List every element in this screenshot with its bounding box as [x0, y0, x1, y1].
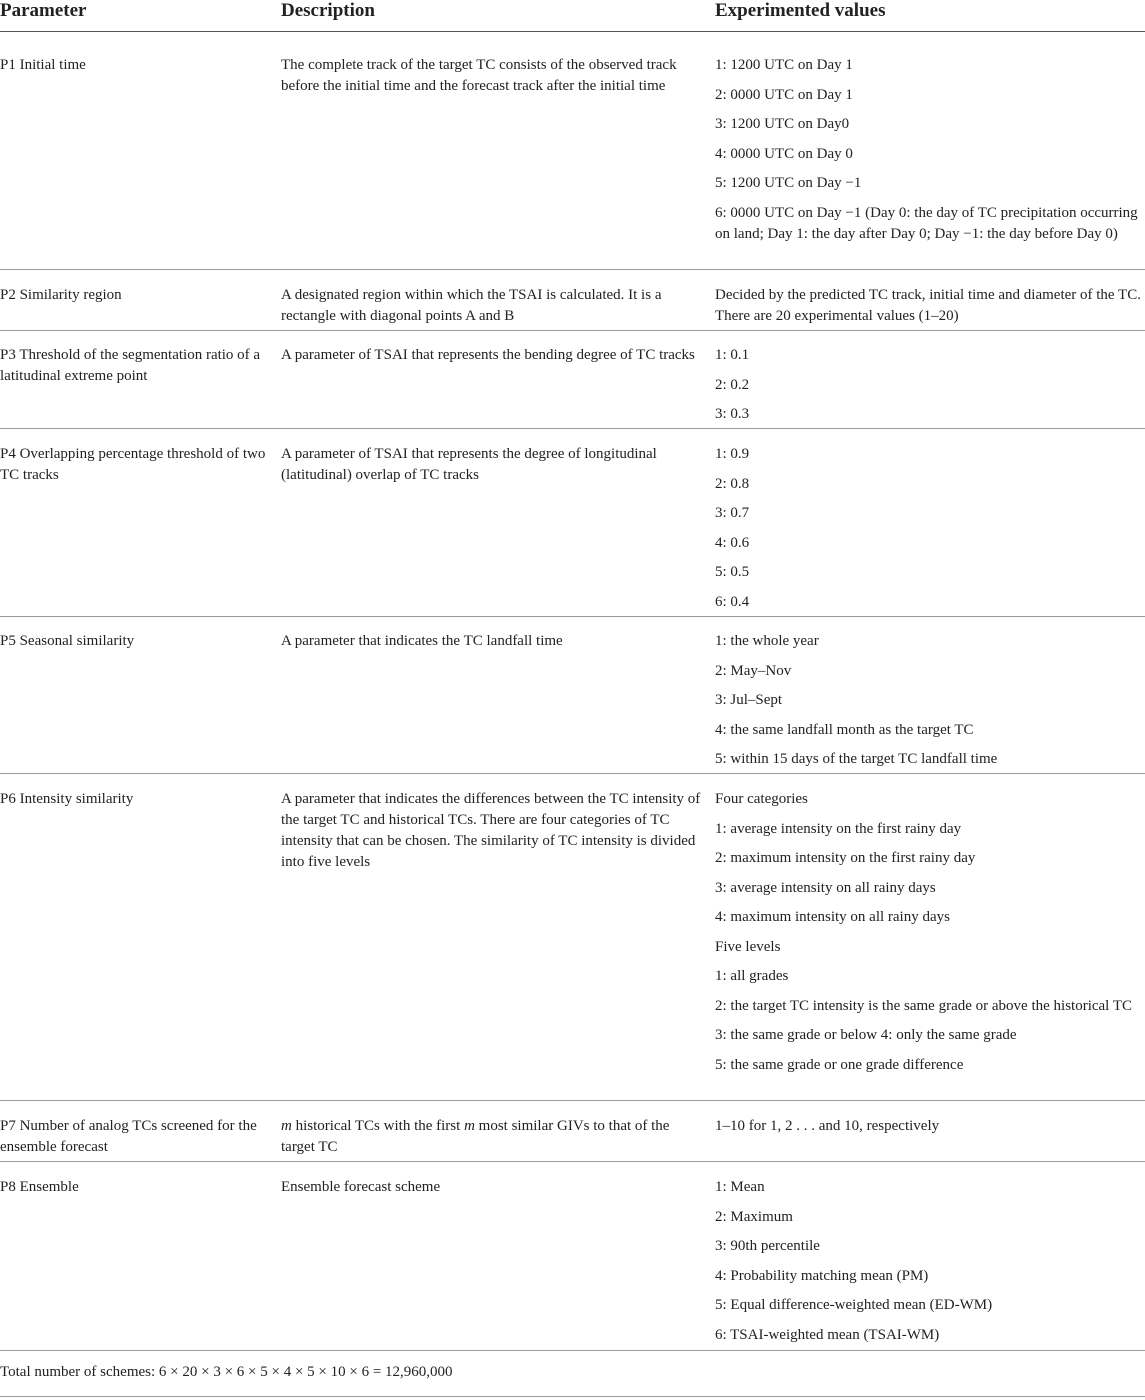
description-cell: A parameter of TSAI that represents the bending degree of TC tracks: [281, 347, 695, 363]
description-text: historical TCs with the first: [291, 1118, 465, 1134]
row-divider: [0, 773, 1145, 774]
table-footer: Total number of schemes: 6 × 20 × 3 × 6 × 5 × 4 × 5 × 10 × 6 = 12,960,000: [0, 1364, 453, 1380]
values-cell: [715, 1177, 1145, 1346]
value-item: 3: the same grade or below 4: only the same grade: [715, 1027, 1017, 1043]
value-item: Four categories: [715, 791, 808, 807]
value-item: 5: 0.5: [715, 564, 750, 580]
row-divider: [0, 428, 1145, 429]
value-item: 5: Equal difference-weighted mean (ED-WM): [715, 1297, 993, 1313]
param-cell: P4 Overlapping percentage threshold of two TC tracks: [0, 446, 266, 483]
values-cell: [715, 444, 1145, 613]
footer-divider: [0, 1396, 1145, 1397]
value-item: 1: the whole year: [715, 633, 819, 649]
header-description: Description: [281, 0, 375, 21]
value-item: 4: maximum intensity on all rainy days: [715, 909, 950, 925]
value-item: 6: TSAI-weighted mean (TSAI-WM): [715, 1326, 940, 1343]
values-cell: [715, 631, 1145, 770]
description-cell: A parameter of TSAI that represents the degree of longitudinal (latitudinal) overlap of TC tracks: [281, 446, 657, 483]
param-cell: P3 Threshold of the segmentation ratio of a latitudinal extreme point: [0, 347, 261, 384]
value-item: 3: 1200 UTC on Day0: [715, 116, 850, 132]
m-symbol: m: [281, 1118, 292, 1134]
value-item: 2: 0.8: [715, 475, 750, 492]
value-item: 1: 1200 UTC on Day 1: [715, 57, 853, 73]
param-cell: P2 Similarity region: [0, 287, 122, 303]
value-item: 1: 0.1: [715, 347, 750, 363]
value-item: 5: the same grade or one grade difference: [715, 1056, 964, 1073]
value-item: 1: average intensity on the first rainy day: [715, 820, 962, 837]
header-divider: [0, 31, 1145, 32]
value-item: 3: average intensity on all rainy days: [715, 879, 936, 896]
description-cell: A parameter that indicates the differences between the TC intensity of the target TC and historical TCs. There are four categories of TC intensity that can be chosen. The similarity of TC intensity is divided into five levels: [281, 791, 701, 870]
value-item: 6: 0.4: [715, 593, 750, 610]
description-cell: [281, 1116, 701, 1158]
value-item: 2: May–Nov: [715, 662, 792, 679]
row-divider: [0, 616, 1145, 617]
param-cell: P6 Intensity similarity: [0, 791, 134, 807]
param-cell: P8 Ensemble: [0, 1179, 79, 1195]
value-item: 3: 90th percentile: [715, 1238, 820, 1254]
description-cell: A designated region within which the TSAI is calculated. It is a rectangle with diagonal points A and B: [281, 287, 662, 324]
values-cell: [715, 285, 1145, 327]
param-cell: P1 Initial time: [0, 57, 86, 73]
header-parameter: Parameter: [0, 0, 87, 21]
value-item: 2: maximum intensity on the first rainy day: [715, 850, 976, 866]
row-divider: [0, 1161, 1145, 1162]
header-values: Experimented values: [715, 0, 886, 21]
param-cell: P7 Number of analog TCs screened for the ensemble forecast: [0, 1118, 257, 1155]
value-item: 6: 0000 UTC on Day −1 (Day 0: the day of TC precipitation occurring on land; Day 1: the day after Day 0; Day −1: the day before Day 0): [715, 204, 1138, 242]
values-cell: [715, 1116, 1145, 1137]
value-item: 1: 0.9: [715, 446, 750, 462]
value-item: 2: 0.2: [715, 376, 750, 393]
value-item: 2: Maximum: [715, 1208, 793, 1225]
description-cell: The complete track of the target TC consists of the observed track before the initial time and the forecast track after the initial time: [281, 57, 677, 94]
value-item: 4: 0000 UTC on Day 0: [715, 145, 853, 162]
m-symbol: m: [464, 1118, 475, 1134]
row-divider: [0, 1100, 1145, 1101]
value-item: 1: Mean: [715, 1179, 765, 1195]
description-cell: Ensemble forecast scheme: [281, 1179, 441, 1195]
value-item: 1–10 for 1, 2 . . . and 10, respectively: [715, 1118, 940, 1134]
value-item: Decided by the predicted TC track, initial time and diameter of the TC. There are 20 experimental values (1–20): [715, 287, 1141, 324]
row-divider: [0, 330, 1145, 331]
value-item: 2: the target TC intensity is the same grade or above the historical TC: [715, 997, 1132, 1014]
value-item: 1: all grades: [715, 968, 789, 984]
value-item: 4: 0.6: [715, 534, 750, 551]
row-divider: [0, 1350, 1145, 1351]
values-cell: [715, 789, 1145, 1076]
description-text: most similar GIVs to that of the target TC: [281, 1118, 670, 1155]
value-item: 3: Jul–Sept: [715, 692, 783, 708]
values-cell: [715, 55, 1145, 245]
table-header: [0, 0, 1145, 30]
values-cell: [715, 345, 1145, 425]
value-item: 3: 0.7: [715, 505, 750, 521]
value-item: 4: Probability matching mean (PM): [715, 1267, 929, 1284]
row-divider: [0, 269, 1145, 270]
value-item: 5: 1200 UTC on Day −1: [715, 175, 862, 191]
value-item: 3: 0.3: [715, 406, 750, 422]
description-cell: A parameter that indicates the TC landfall time: [281, 633, 563, 649]
value-item: 5: within 15 days of the target TC landfall time: [715, 751, 998, 767]
value-item: Five levels: [715, 938, 781, 955]
value-item: 4: the same landfall month as the target TC: [715, 721, 974, 738]
param-cell: P5 Seasonal similarity: [0, 633, 135, 649]
value-item: 2: 0000 UTC on Day 1: [715, 86, 853, 103]
